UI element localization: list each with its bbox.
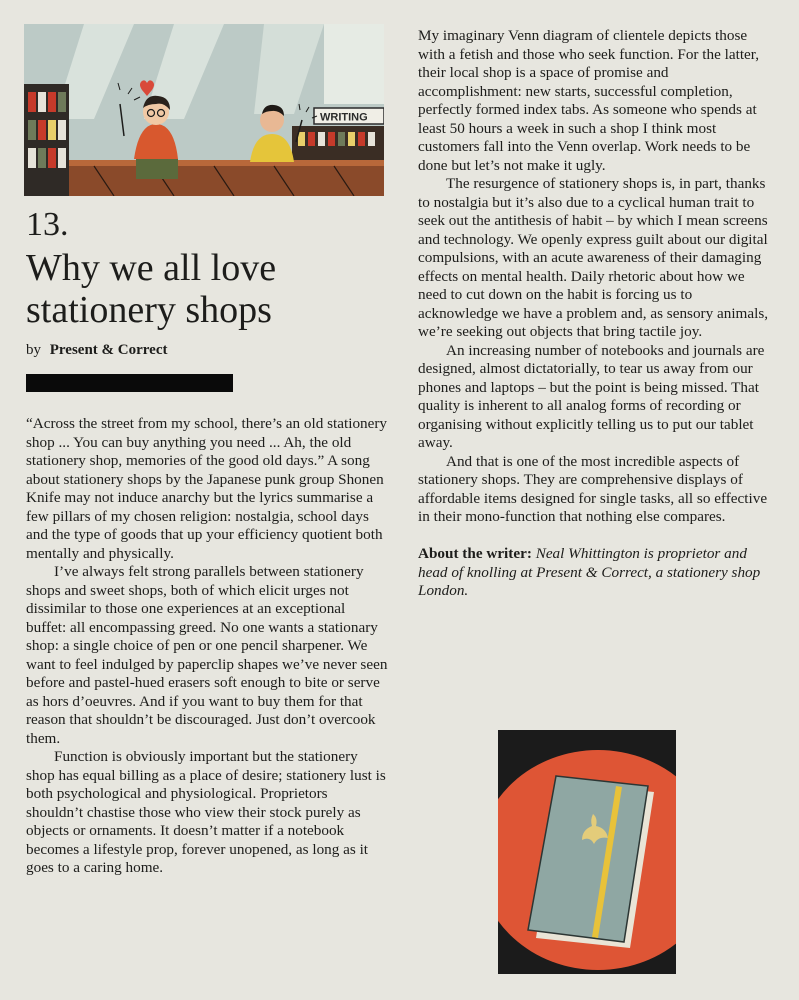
paragraph: The resurgence of stationery shops is, in part, thanks to nostalgia but it’s also due to a cyclical human trait to seek out the antithesis of habit – by which I mean screens and technology. We openly express guilt about our digital compulsions, with an acute awareness of their damaging effects on mental health. Daily rhetoric about how we need to cut down on the habit is forcing us to acknowledge we have a problem and, as sensory animals, we’re seeking out objects that bring tactile joy. [418, 175, 769, 340]
right-column [418, 27, 774, 601]
notebook-illustration-drawing [498, 730, 676, 974]
article-number: 13. [26, 206, 69, 243]
byline-prefix: by [26, 342, 41, 358]
about-writer-text: Neal Whittington is proprietor and head of knolling at Present & Correct, a stationery shop London. [418, 545, 761, 599]
author-name: Present & Correct [49, 342, 168, 358]
article-title: Why we all love stationery shops [26, 247, 277, 331]
about-writer-label: About the writer: [418, 545, 532, 562]
paragraph: I’ve always felt strong parallels between stationery shops and sweet shops, both of which elicit urges not dissimilar to those one experiences at an exceptional buffet: all encompassing greed. No one wants a stationary shop: a single choice of pen or one pencil sharpener. We want to feel indulged by paperclip shapes we’ve never seen before and pastel-hued erasers soft enough to bite or serve as hors d’oeuvres. And if you want to buy them for that reason that shouldn’t be discouraged. Just don’t overcook them. [26, 563, 388, 747]
writing-sign: WRITING [320, 111, 368, 124]
shop-illustration [24, 24, 384, 196]
redaction-bar [26, 374, 233, 392]
paragraph: And that is one of the most incredible aspects of stationery shops. They are comprehensive displays of affordable items designed for single tasks, all so effective in their mono-function that nothing else compares. [418, 452, 768, 525]
paragraph: An increasing number of notebooks and journals are designed, almost dictatorially, to tear us away from our phones and laptops – but the point is being missed. That quality is inherent to all analog forms of recording or organising without explicitly telling us to put our tablet away. [418, 341, 765, 451]
about-writer [418, 545, 774, 601]
notebook-illustration [498, 730, 676, 974]
shop-illustration-drawing [24, 24, 384, 196]
paragraph: “Across the street from my school, there’s an old stationery shop ... You can buy anything you need ... Ah, the old stationery shop, memories of the good old days.” A song about stationery shops by the Japanese punk group Shonen Knife may not induce anarchy but the lyrics summarise a few pillars of my chosen religion: nostalgia, school days and the type of goods that up your efficiency quotient both mentally and physically. [26, 415, 388, 562]
paragraph: My imaginary Venn diagram of clientele depicts those with a fetish and those who seek function. For the latter, their local shop is a space of promise and accomplishment: new starts, successful completion, perfectly formed index tabs. As someone who spends at least 50 hours a week in such a shop I think most customers fall into the Venn overlap. Work needs to be done but let’s not make it ugly. [418, 27, 760, 174]
byline [26, 340, 167, 360]
paragraph: Function is obviously important but the stationery shop has equal billing as a place of desire; stationery lust is both psychological and physiological. Proprietors shouldn’t chastise those who view their stock purely as objects or ornaments. It doesn’t matter if a notebook becomes a lifestyle prop, forever unopened, as long as it goes to a caring home. [26, 748, 386, 876]
left-column [26, 415, 388, 878]
